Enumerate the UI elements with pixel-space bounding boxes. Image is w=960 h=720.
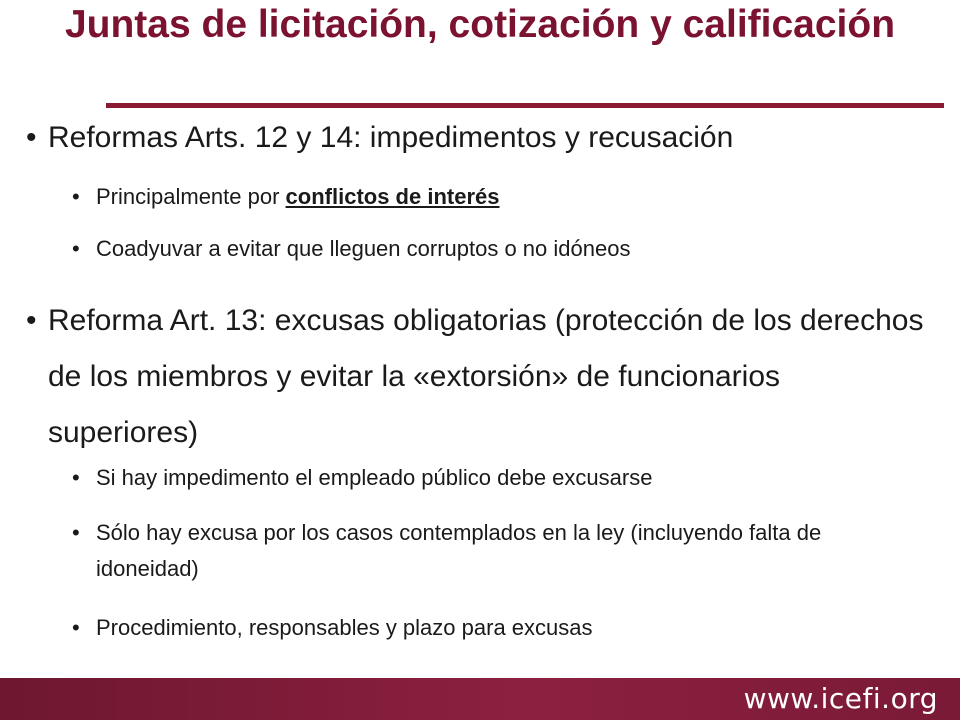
footer-bar — [0, 678, 960, 720]
bullet-2-sub-3-text: Procedimiento, responsables y plazo para excusas — [96, 615, 593, 640]
bullet-marker: • — [72, 465, 80, 490]
bullet-marker: • — [72, 236, 80, 261]
bullet-1 — [26, 115, 926, 161]
footer-url: www.icefi.org — [743, 682, 938, 715]
bullet-1-sub-1 — [72, 180, 922, 214]
bullet-2-sub-2 — [72, 515, 922, 587]
title-divider — [106, 103, 944, 108]
bullet-2-text: Reforma Art. 13: excusas obligatorias (protección de los derechos de los miembros y evitar la «extorsión» de funcionarios superiores) — [48, 304, 924, 449]
bullet-marker: • — [72, 615, 80, 640]
bullet-2-sub-2-text: Sólo hay excusa por los casos contemplados en la ley (incluyendo falta de idoneidad) — [96, 520, 822, 581]
bullet-1-sub-2 — [72, 232, 922, 266]
bullet-1-sub-2-text: Coadyuvar a evitar que lleguen corruptos o no idóneos — [96, 236, 631, 261]
bullet-marker: • — [26, 121, 37, 154]
slide-title: Juntas de licitación, cotización y calificación — [64, 3, 896, 46]
bullet-2-sub-3 — [72, 611, 922, 645]
bullet-2-sub-1-text: Si hay impedimento el empleado público debe excusarse — [96, 465, 653, 490]
emphasis-text: conflictos de interés — [285, 184, 500, 209]
sub-prefix: Principalmente por — [96, 184, 286, 209]
bullet-marker: • — [72, 520, 80, 545]
bullet-2 — [26, 293, 926, 461]
bullet-marker: • — [72, 184, 80, 209]
bullet-2-sub-1 — [72, 461, 922, 495]
bullet-1-text: Reformas Arts. 12 y 14: impedimentos y recusación — [48, 121, 734, 154]
bullet-1-sub-1-text — [96, 180, 922, 214]
bullet-marker: • — [26, 304, 37, 337]
